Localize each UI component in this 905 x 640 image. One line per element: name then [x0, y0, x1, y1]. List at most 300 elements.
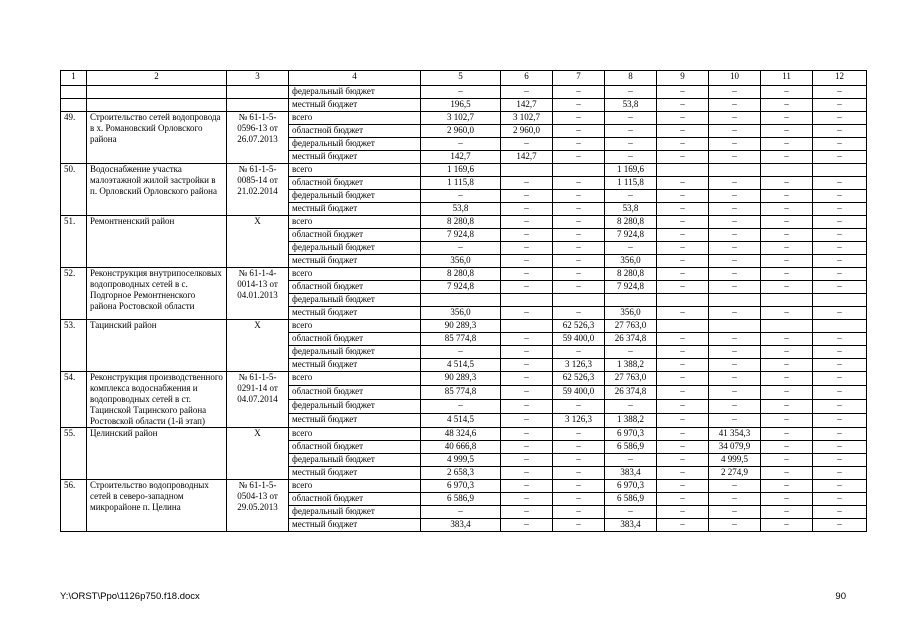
value-cell: 8 280,8 [421, 268, 501, 281]
budget-type-cell: областной бюджет [289, 177, 421, 190]
value-cell: – [813, 400, 867, 414]
value-cell: – [813, 138, 867, 151]
document-reference: X [227, 216, 289, 268]
value-cell: – [813, 281, 867, 294]
value-cell: – [761, 386, 813, 400]
value-cell: – [605, 190, 657, 203]
value-cell: – [813, 242, 867, 255]
value-cell: – [761, 467, 813, 480]
value-cell [657, 294, 709, 307]
value-cell: 3 126,3 [553, 359, 605, 372]
value-cell: – [761, 177, 813, 190]
value-cell: – [501, 480, 553, 493]
value-cell [709, 320, 761, 333]
value-cell: – [657, 467, 709, 480]
value-cell: 2 960,0 [421, 125, 501, 138]
value-cell: – [657, 372, 709, 386]
row-number: 51. [61, 216, 87, 268]
value-cell: 40 666,8 [421, 441, 501, 454]
value-cell: – [553, 216, 605, 229]
empty-cell [87, 86, 227, 99]
value-cell: – [657, 506, 709, 519]
column-header: 9 [657, 71, 709, 86]
value-cell: – [709, 506, 761, 519]
value-cell: – [657, 346, 709, 359]
column-header: 11 [761, 71, 813, 86]
value-cell: – [501, 229, 553, 242]
value-cell: – [709, 203, 761, 216]
value-cell: 26 374,8 [605, 386, 657, 400]
value-cell: – [657, 151, 709, 164]
value-cell: – [709, 400, 761, 414]
empty-cell [61, 86, 87, 99]
value-cell: – [813, 229, 867, 242]
value-cell: – [761, 359, 813, 372]
value-cell: 6 586,9 [605, 493, 657, 506]
budget-type-cell: областной бюджет [289, 333, 421, 346]
budget-type-cell: всего [289, 164, 421, 177]
value-cell: 62 526,3 [553, 372, 605, 386]
value-cell: 90 289,3 [421, 372, 501, 386]
page-number: 90 [835, 591, 846, 602]
value-cell: – [709, 216, 761, 229]
budget-type-cell: федеральный бюджет [289, 400, 421, 414]
value-cell: – [501, 386, 553, 400]
value-cell: – [761, 203, 813, 216]
value-cell: – [813, 372, 867, 386]
value-cell: – [761, 493, 813, 506]
value-cell: – [813, 112, 867, 125]
value-cell: 356,0 [605, 307, 657, 320]
value-cell: – [501, 281, 553, 294]
budget-type-cell: федеральный бюджет [289, 294, 421, 307]
value-cell: – [761, 454, 813, 467]
value-cell: – [657, 255, 709, 268]
value-cell: – [813, 307, 867, 320]
value-cell: – [553, 346, 605, 359]
budget-type-cell: всего [289, 268, 421, 281]
value-cell: – [761, 242, 813, 255]
value-cell: – [761, 138, 813, 151]
value-cell: – [709, 519, 761, 532]
value-cell: – [657, 441, 709, 454]
value-cell: – [761, 307, 813, 320]
value-cell: – [553, 428, 605, 441]
value-cell [813, 164, 867, 177]
value-cell: – [709, 255, 761, 268]
value-cell: – [657, 190, 709, 203]
value-cell: 196,5 [421, 99, 501, 112]
value-cell: – [761, 281, 813, 294]
value-cell: – [553, 255, 605, 268]
value-cell: – [657, 400, 709, 414]
value-cell: – [761, 400, 813, 414]
value-cell: – [709, 229, 761, 242]
budget-type-cell: всего [289, 320, 421, 333]
budget-type-cell: всего [289, 216, 421, 229]
value-cell: 3 102,7 [421, 112, 501, 125]
value-cell: – [709, 359, 761, 372]
budget-type-cell: местный бюджет [289, 307, 421, 320]
value-cell: 53,8 [605, 203, 657, 216]
value-cell: – [761, 190, 813, 203]
value-cell: – [501, 138, 553, 151]
budget-type-cell: всего [289, 428, 421, 441]
empty-cell [227, 99, 289, 112]
header-row [61, 71, 867, 86]
object-name: Ремонтненский район [87, 216, 227, 268]
budget-type-cell: местный бюджет [289, 151, 421, 164]
empty-cell [227, 86, 289, 99]
value-cell: – [553, 86, 605, 99]
value-cell: – [553, 454, 605, 467]
value-cell: – [421, 400, 501, 414]
value-cell: – [761, 151, 813, 164]
value-cell: – [761, 346, 813, 359]
value-cell: – [761, 255, 813, 268]
value-cell: – [605, 125, 657, 138]
value-cell: – [421, 242, 501, 255]
value-cell: – [605, 151, 657, 164]
value-cell: – [813, 216, 867, 229]
value-cell [553, 294, 605, 307]
value-cell: – [761, 441, 813, 454]
object-name: Реконструкция производственного комплекса водоснабжения и водопроводных сетей в ст. Тацинской Тацинского района Ростовской области (1-й этап) [87, 372, 227, 428]
object-name: Целинский район [87, 428, 227, 480]
table-row [61, 164, 867, 177]
column-header: 5 [421, 71, 501, 86]
value-cell [709, 294, 761, 307]
value-cell: – [657, 203, 709, 216]
document-reference: № 61-1-4-0014-13 от 04.01.2013 [227, 268, 289, 320]
document-reference: X [227, 428, 289, 480]
value-cell: – [657, 268, 709, 281]
object-name: Реконструкция внутрипоселковых водопроводных сетей в с. Подгорное Ремонтненского района Ростовской области [87, 268, 227, 320]
value-cell: – [553, 400, 605, 414]
value-cell: – [657, 414, 709, 428]
budget-type-cell: местный бюджет [289, 467, 421, 480]
value-cell: 2 658,3 [421, 467, 501, 480]
value-cell: – [709, 125, 761, 138]
table-row [61, 86, 867, 99]
value-cell: – [657, 112, 709, 125]
row-number: 49. [61, 112, 87, 164]
value-cell: – [813, 99, 867, 112]
value-cell: – [709, 99, 761, 112]
value-cell: – [709, 281, 761, 294]
value-cell: – [761, 506, 813, 519]
value-cell [761, 164, 813, 177]
object-name: Водоснабжение участка малоэтажной жилой застройки в п. Орловский Орловского района [87, 164, 227, 216]
value-cell: 85 774,8 [421, 386, 501, 400]
value-cell: – [657, 281, 709, 294]
value-cell: – [657, 519, 709, 532]
value-cell: – [813, 359, 867, 372]
value-cell: 7 924,8 [605, 229, 657, 242]
value-cell: – [501, 493, 553, 506]
value-cell: – [813, 346, 867, 359]
object-name: Строительство водопроводных сетей в северо-западном микрорайоне п. Целина [87, 480, 227, 532]
value-cell: – [761, 333, 813, 346]
value-cell: 27 763,0 [605, 320, 657, 333]
value-cell: – [553, 281, 605, 294]
value-cell: 85 774,8 [421, 333, 501, 346]
budget-type-cell: местный бюджет [289, 359, 421, 372]
value-cell: – [761, 268, 813, 281]
value-cell: – [421, 346, 501, 359]
value-cell: – [421, 86, 501, 99]
column-header: 12 [813, 71, 867, 86]
column-header: 3 [227, 71, 289, 86]
value-cell: 6 970,3 [605, 480, 657, 493]
value-cell: – [709, 307, 761, 320]
value-cell: 4 514,5 [421, 359, 501, 372]
value-cell: – [813, 493, 867, 506]
value-cell: – [813, 190, 867, 203]
value-cell: – [501, 519, 553, 532]
budget-type-cell: федеральный бюджет [289, 242, 421, 255]
column-header: 8 [605, 71, 657, 86]
value-cell: – [813, 177, 867, 190]
value-cell [501, 164, 553, 177]
value-cell: – [709, 242, 761, 255]
value-cell: 48 324,6 [421, 428, 501, 441]
budget-type-cell: местный бюджет [289, 99, 421, 112]
table-row [61, 268, 867, 281]
value-cell: 383,4 [421, 519, 501, 532]
value-cell: – [709, 190, 761, 203]
value-cell: 6 970,3 [605, 428, 657, 441]
value-cell: – [657, 216, 709, 229]
value-cell: – [709, 177, 761, 190]
value-cell: 59 400,0 [553, 333, 605, 346]
value-cell: – [709, 386, 761, 400]
value-cell: – [605, 86, 657, 99]
value-cell: – [813, 125, 867, 138]
table-row [61, 428, 867, 441]
value-cell: – [813, 428, 867, 441]
value-cell: 383,4 [605, 467, 657, 480]
value-cell: 7 924,8 [421, 281, 501, 294]
value-cell [761, 294, 813, 307]
value-cell [813, 320, 867, 333]
value-cell: 53,8 [421, 203, 501, 216]
value-cell: – [761, 86, 813, 99]
value-cell: – [501, 454, 553, 467]
value-cell [421, 294, 501, 307]
value-cell: 3 102,7 [501, 112, 553, 125]
budget-type-cell: местный бюджет [289, 414, 421, 428]
value-cell: – [761, 480, 813, 493]
value-cell: – [501, 372, 553, 386]
value-cell: – [813, 86, 867, 99]
value-cell: – [501, 428, 553, 441]
budget-type-cell: федеральный бюджет [289, 506, 421, 519]
value-cell: – [761, 372, 813, 386]
value-cell: – [501, 190, 553, 203]
budget-type-cell: областной бюджет [289, 493, 421, 506]
budget-type-cell: всего [289, 480, 421, 493]
value-cell: – [813, 151, 867, 164]
value-cell: – [501, 346, 553, 359]
value-cell: 90 289,3 [421, 320, 501, 333]
value-cell: – [553, 138, 605, 151]
value-cell: 356,0 [421, 255, 501, 268]
value-cell: – [553, 203, 605, 216]
value-cell: – [605, 454, 657, 467]
value-cell: 4 999,5 [421, 454, 501, 467]
document-reference: X [227, 320, 289, 372]
value-cell: – [501, 307, 553, 320]
value-cell: – [553, 190, 605, 203]
value-cell: – [709, 151, 761, 164]
value-cell: – [813, 506, 867, 519]
value-cell: – [501, 268, 553, 281]
value-cell: 6 586,9 [605, 441, 657, 454]
value-cell: – [501, 400, 553, 414]
value-cell: – [657, 454, 709, 467]
column-header: 7 [553, 71, 605, 86]
column-header: 6 [501, 71, 553, 86]
value-cell: – [709, 333, 761, 346]
value-cell [813, 294, 867, 307]
value-cell: – [657, 359, 709, 372]
value-cell: 2 960,0 [501, 125, 553, 138]
value-cell: – [553, 151, 605, 164]
value-cell: 7 924,8 [421, 229, 501, 242]
budget-type-cell: местный бюджет [289, 255, 421, 268]
value-cell: – [553, 112, 605, 125]
value-cell: – [501, 177, 553, 190]
value-cell: 62 526,3 [553, 320, 605, 333]
value-cell: 7 924,8 [605, 281, 657, 294]
document-reference: № 61-1-5-0504-13 от 29.05.2013 [227, 480, 289, 532]
value-cell [761, 320, 813, 333]
value-cell: – [709, 346, 761, 359]
budget-type-cell: местный бюджет [289, 203, 421, 216]
value-cell: – [709, 112, 761, 125]
budget-type-cell: всего [289, 112, 421, 125]
value-cell: – [709, 268, 761, 281]
value-cell [657, 320, 709, 333]
budget-type-cell: федеральный бюджет [289, 86, 421, 99]
value-cell: – [813, 480, 867, 493]
table-row [61, 112, 867, 125]
object-name: Тацинский район [87, 320, 227, 372]
value-cell: – [709, 372, 761, 386]
value-cell: 2 274,9 [709, 467, 761, 480]
value-cell: – [553, 242, 605, 255]
value-cell: – [605, 242, 657, 255]
value-cell [657, 164, 709, 177]
value-cell: 1 169,6 [605, 164, 657, 177]
row-number: 50. [61, 164, 87, 216]
value-cell: – [501, 203, 553, 216]
value-cell: – [553, 493, 605, 506]
budget-type-cell: федеральный бюджет [289, 454, 421, 467]
value-cell: – [813, 454, 867, 467]
value-cell: – [657, 229, 709, 242]
value-cell: – [813, 255, 867, 268]
value-cell: 3 126,3 [553, 414, 605, 428]
value-cell: 142,7 [501, 151, 553, 164]
value-cell: – [813, 333, 867, 346]
value-cell: – [761, 112, 813, 125]
value-cell: – [657, 333, 709, 346]
value-cell: – [501, 506, 553, 519]
value-cell: 6 586,9 [421, 493, 501, 506]
row-number: 55. [61, 428, 87, 480]
value-cell: – [553, 467, 605, 480]
empty-cell [87, 99, 227, 112]
value-cell: 6 970,3 [421, 480, 501, 493]
value-cell: 26 374,8 [605, 333, 657, 346]
value-cell: – [553, 268, 605, 281]
value-cell: – [657, 307, 709, 320]
value-cell: – [813, 441, 867, 454]
document-reference: № 61-1-5-0085-14 от 21.02.2014 [227, 164, 289, 216]
column-header: 10 [709, 71, 761, 86]
row-number: 56. [61, 480, 87, 532]
budget-type-cell: местный бюджет [289, 519, 421, 532]
value-cell: 4 514,5 [421, 414, 501, 428]
table-row [61, 372, 867, 386]
value-cell: – [813, 414, 867, 428]
file-path: Y:\ORST\Ppo\1126p750.f18.docx [60, 591, 200, 602]
budget-type-cell: федеральный бюджет [289, 190, 421, 203]
value-cell: 4 999,5 [709, 454, 761, 467]
value-cell: – [657, 386, 709, 400]
value-cell: 8 280,8 [605, 216, 657, 229]
value-cell: 1 388,2 [605, 359, 657, 372]
value-cell [553, 164, 605, 177]
value-cell: 142,7 [501, 99, 553, 112]
value-cell: – [501, 333, 553, 346]
value-cell: 53,8 [605, 99, 657, 112]
row-number: 52. [61, 268, 87, 320]
value-cell: – [813, 268, 867, 281]
value-cell: – [761, 229, 813, 242]
value-cell: – [553, 480, 605, 493]
value-cell: – [605, 400, 657, 414]
value-cell: 27 763,0 [605, 372, 657, 386]
value-cell: 1 388,2 [605, 414, 657, 428]
value-cell: 34 079,9 [709, 441, 761, 454]
value-cell: – [553, 441, 605, 454]
value-cell: – [657, 86, 709, 99]
value-cell: 383,4 [605, 519, 657, 532]
value-cell: – [813, 203, 867, 216]
value-cell: – [553, 177, 605, 190]
empty-cell [61, 99, 87, 112]
value-cell: 8 280,8 [605, 268, 657, 281]
value-cell: – [813, 386, 867, 400]
value-cell: – [421, 506, 501, 519]
value-cell: – [553, 307, 605, 320]
value-cell: 356,0 [421, 307, 501, 320]
value-cell: – [709, 414, 761, 428]
value-cell: – [605, 138, 657, 151]
value-cell: – [501, 414, 553, 428]
value-cell: – [813, 519, 867, 532]
value-cell: 1 115,8 [605, 177, 657, 190]
value-cell: – [709, 86, 761, 99]
value-cell: – [761, 99, 813, 112]
value-cell [709, 164, 761, 177]
value-cell: – [709, 480, 761, 493]
value-cell: – [553, 229, 605, 242]
value-cell: – [605, 112, 657, 125]
